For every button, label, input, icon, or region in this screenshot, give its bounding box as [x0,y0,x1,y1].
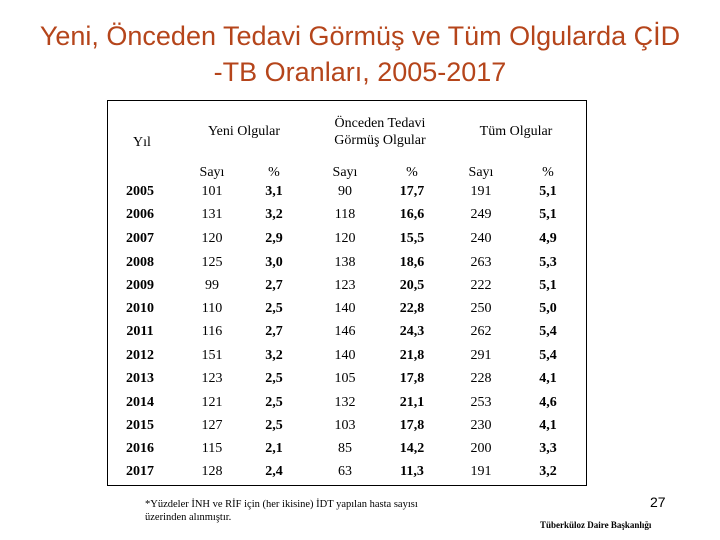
cell-new-pct: 2,7 [265,278,283,293]
footnote-line-1: *Yüzdeler İNH ve RİF için (her ikisine) İDT yapılan hasta sayısı [145,499,418,510]
header-all-cases: Tüm Olgular [479,124,553,139]
cell-new-count: 121 [201,395,223,410]
cell-all-pct: 5,1 [539,207,557,222]
subheader-all-pct: % [542,165,554,180]
cell-new-count: 125 [201,255,223,270]
department-label: Tüberküloz Daire Başkanlığı [540,520,652,530]
cell-all-count: 240 [470,231,492,246]
cell-year: 2016 [126,441,154,456]
header-prev-line-2: Görmüş Olgular [334,133,426,148]
cell-year: 2017 [126,464,154,479]
cell-all-count: 262 [470,324,492,339]
cell-prev-pct: 21,8 [399,348,425,363]
cell-new-pct: 3,0 [265,255,283,270]
cell-prev-pct: 17,8 [399,418,425,433]
cell-all-count: 191 [470,184,492,199]
cell-prev-count: 132 [334,395,356,410]
cell-all-pct: 5,1 [539,278,557,293]
footnote [145,498,485,524]
cell-new-count: 110 [201,301,223,316]
cell-new-pct: 3,2 [265,348,283,363]
cell-new-pct: 2,5 [265,371,283,386]
cell-prev-count: 105 [334,371,356,386]
cell-prev-pct: 16,6 [399,207,425,222]
footnote-line-2: üzerinden alınmıştır. [145,512,232,523]
cell-prev-pct: 22,8 [399,301,425,316]
title-line-2: -TB Oranları, 2005-2017 [213,57,507,87]
cell-year: 2007 [126,231,154,246]
cell-new-pct: 3,2 [265,207,283,222]
cell-all-pct: 4,1 [539,371,557,386]
cell-year: 2009 [126,278,154,293]
cell-prev-count: 140 [334,301,356,316]
cell-new-pct: 2,5 [265,418,283,433]
cell-all-pct: 5,1 [539,184,557,199]
subheader-all-count: Sayı [468,165,494,180]
cell-year: 2013 [126,371,154,386]
cell-new-count: 128 [201,464,223,479]
cell-prev-count: 103 [334,418,356,433]
cell-all-count: 222 [470,278,492,293]
cell-prev-count: 85 [338,441,352,456]
cell-new-pct: 2,4 [265,464,283,479]
subheader-new-pct: % [268,165,280,180]
cell-year: 2008 [126,255,154,270]
cell-prev-pct: 17,8 [399,371,425,386]
cell-new-pct: 3,1 [265,184,283,199]
subheader-prev-count: Sayı [332,165,358,180]
cell-all-pct: 5,4 [539,348,557,363]
page-number: 27 [650,494,666,510]
cell-all-count: 200 [470,441,492,456]
cell-new-count: 99 [205,278,219,293]
cell-prev-pct: 20,5 [399,278,425,293]
cell-prev-pct: 14,2 [399,441,425,456]
cell-new-count: 101 [201,184,223,199]
cell-prev-count: 90 [338,184,352,199]
cell-all-pct: 4,9 [539,231,557,246]
cell-new-pct: 2,9 [265,231,283,246]
title-line-1: Yeni, Önceden Tedavi Görmüş ve Tüm Olgularda ÇİD [39,21,681,51]
cell-all-pct: 5,0 [539,301,557,316]
cell-all-count: 230 [470,418,492,433]
cell-prev-count: 118 [334,207,356,222]
cell-all-pct: 5,4 [539,324,557,339]
cell-prev-pct: 15,5 [399,231,425,246]
cell-prev-count: 140 [334,348,356,363]
cell-year: 2005 [126,184,154,199]
header-previously-treated [312,115,448,149]
cell-new-count: 127 [201,418,223,433]
cell-prev-count: 138 [334,255,356,270]
cell-year: 2014 [126,395,154,410]
cell-new-pct: 2,7 [265,324,283,339]
cell-all-count: 249 [470,207,492,222]
cell-prev-pct: 11,3 [400,464,424,479]
cell-prev-count: 123 [334,278,356,293]
cell-new-count: 131 [201,207,223,222]
cell-prev-count: 146 [334,324,356,339]
cell-prev-count: 120 [334,231,356,246]
cell-all-count: 291 [470,348,492,363]
cell-new-pct: 2,5 [265,301,283,316]
cell-new-count: 115 [201,441,223,456]
cell-all-pct: 4,1 [539,418,557,433]
cell-year: 2010 [126,301,154,316]
cell-prev-pct: 18,6 [399,255,425,270]
cell-year: 2011 [126,324,154,339]
cell-all-count: 263 [470,255,492,270]
cell-year: 2006 [126,207,154,222]
subheader-prev-pct: % [406,165,418,180]
cell-all-pct: 3,3 [539,441,557,456]
cell-new-pct: 2,1 [265,441,283,456]
cell-new-pct: 2,5 [265,395,283,410]
cell-new-count: 123 [201,371,223,386]
cell-all-count: 228 [470,371,492,386]
page-title [0,18,720,90]
cell-all-pct: 5,3 [539,255,557,270]
data-table [107,100,587,486]
cell-prev-pct: 21,1 [399,395,425,410]
cell-new-count: 151 [201,348,223,363]
cell-all-count: 191 [470,464,492,479]
cell-all-pct: 3,2 [539,464,557,479]
cell-all-count: 250 [470,301,492,316]
cell-prev-pct: 24,3 [399,324,425,339]
cell-prev-pct: 17,7 [399,184,425,199]
header-prev-line-1: Önceden Tedavi [334,116,426,131]
header-year: Yıl [133,135,151,150]
cell-prev-count: 63 [338,464,352,479]
cell-year: 2015 [126,418,154,433]
cell-year: 2012 [126,348,154,363]
header-new-cases: Yeni Olgular [207,124,281,139]
subheader-new-count: Sayı [199,165,225,180]
cell-all-count: 253 [470,395,492,410]
cell-new-count: 120 [201,231,223,246]
cell-new-count: 116 [201,324,223,339]
cell-all-pct: 4,6 [539,395,557,410]
